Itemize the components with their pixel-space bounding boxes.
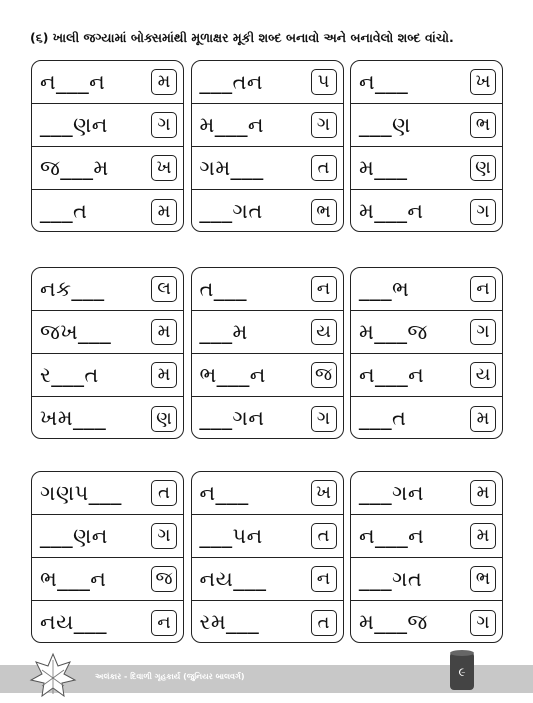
incomplete-word: મ___ન <box>199 112 264 137</box>
incomplete-word: ન___ <box>199 480 249 505</box>
word-row <box>192 601 343 644</box>
letter-box: જ <box>311 362 337 388</box>
word-row <box>32 397 183 440</box>
word-card <box>191 471 344 643</box>
word-row <box>32 472 183 515</box>
incomplete-word: નક___ <box>40 276 105 301</box>
incomplete-word: ન___ન <box>40 69 106 94</box>
word-card <box>31 267 184 439</box>
incomplete-word: ___ગન <box>199 406 265 430</box>
incomplete-word: નય___ <box>40 610 107 634</box>
incomplete-word: ___ત <box>40 199 88 223</box>
word-row <box>351 354 502 397</box>
letter-box: ખ <box>311 480 337 506</box>
word-row <box>351 61 502 104</box>
word-row <box>192 354 343 397</box>
incomplete-word: ___પન <box>199 523 263 548</box>
incomplete-word: જખ___ <box>40 319 112 344</box>
word-card <box>191 267 344 439</box>
incomplete-word: મ___જ <box>359 610 428 634</box>
word-card <box>350 267 503 439</box>
exercise-grid <box>31 60 503 232</box>
leaf-illustration-icon <box>28 650 78 700</box>
word-row <box>32 268 183 311</box>
letter-box: ભ <box>470 566 496 592</box>
word-row <box>351 268 502 311</box>
letter-box: ય <box>311 319 337 345</box>
word-card <box>350 60 503 232</box>
incomplete-word: ___મ <box>199 319 248 344</box>
incomplete-word: રમ___ <box>199 610 260 634</box>
exercise-grid <box>31 267 503 439</box>
letter-box: મ <box>151 319 177 345</box>
letter-box: ન <box>470 276 496 302</box>
incomplete-word: ___ગત <box>359 566 423 591</box>
word-row <box>192 190 343 233</box>
letter-box: જ <box>151 566 177 592</box>
letter-box: ખ <box>470 69 496 95</box>
exercise-instruction: (૬) ખાલી જગ્યામાં બોક્સમાંથી મૂળાક્ષર મૂકી શબ્દ બનાવો અને બનાવેલો શબ્દ વાંચો. <box>30 30 454 45</box>
letter-box: ન <box>311 276 337 302</box>
word-row <box>32 354 183 397</box>
word-row <box>192 147 343 190</box>
incomplete-word: ___ભ <box>359 276 410 301</box>
word-row <box>192 104 343 147</box>
word-row <box>351 558 502 601</box>
letter-box: મ <box>470 406 496 432</box>
cup-icon <box>448 648 476 692</box>
incomplete-word: ___ણન <box>40 112 108 137</box>
letter-box: ભ <box>470 112 496 138</box>
letter-box: ગ <box>470 610 496 636</box>
incomplete-word: મ___જ <box>359 319 428 344</box>
letter-box: ણ <box>151 406 177 432</box>
word-row <box>351 397 502 440</box>
incomplete-word: મ___ન <box>359 199 424 223</box>
incomplete-word: ન___ <box>359 69 409 94</box>
word-card <box>191 60 344 232</box>
word-row <box>351 190 502 233</box>
letter-box: ગ <box>151 523 177 549</box>
letter-box: ગ <box>311 406 337 432</box>
footer-text: અલંકાર - દિવાળી ગૃહકાર્ય (જુનિયર બાલવર્ગ) <box>95 672 245 681</box>
word-row <box>351 601 502 644</box>
word-card <box>31 60 184 232</box>
letter-box: ણ <box>470 155 496 181</box>
word-row <box>32 61 183 104</box>
word-row <box>351 515 502 558</box>
incomplete-word: ત___ <box>199 276 247 301</box>
word-row <box>32 147 183 190</box>
word-row <box>192 61 343 104</box>
incomplete-word: ગણપ___ <box>40 480 122 505</box>
letter-box: ય <box>470 362 496 388</box>
letter-box: ન <box>311 566 337 592</box>
word-row <box>192 472 343 515</box>
exercise-grid <box>31 471 503 643</box>
letter-box: ત <box>151 480 177 506</box>
letter-box: પ <box>311 69 337 95</box>
incomplete-word: ન___ન <box>359 362 425 387</box>
word-row <box>351 472 502 515</box>
incomplete-word: નય___ <box>199 566 267 591</box>
letter-box: ભ <box>311 199 337 225</box>
letter-box: મ <box>151 199 177 225</box>
letter-box: ગ <box>470 319 496 345</box>
letter-box: ન <box>151 610 177 636</box>
letter-box: ખ <box>151 155 177 181</box>
letter-box: ગ <box>311 112 337 138</box>
word-row <box>192 558 343 601</box>
letter-box: ત <box>311 610 337 636</box>
incomplete-word: ભ___ન <box>199 362 266 387</box>
letter-box: ગ <box>151 112 177 138</box>
incomplete-word: ન___ન <box>359 523 425 548</box>
incomplete-word: ___ણ <box>359 112 411 137</box>
incomplete-word: ___ગન <box>359 480 424 505</box>
letter-box: ત <box>311 155 337 181</box>
letter-box: ગ <box>470 199 496 225</box>
letter-box: ત <box>311 523 337 549</box>
word-row <box>192 268 343 311</box>
word-row <box>351 311 502 354</box>
incomplete-word: ર___ત <box>40 362 99 387</box>
word-row <box>32 104 183 147</box>
incomplete-word: ___ણન <box>40 523 108 548</box>
word-card <box>31 471 184 643</box>
word-row <box>351 104 502 147</box>
letter-box: લ <box>151 276 177 302</box>
incomplete-word: ___ત <box>359 406 407 430</box>
word-row <box>192 311 343 354</box>
incomplete-word: ___ગત <box>199 199 263 223</box>
incomplete-word: મ___ <box>359 155 408 180</box>
letter-box: મ <box>470 523 496 549</box>
letter-box: મ <box>151 69 177 95</box>
word-card <box>350 471 503 643</box>
word-row <box>32 311 183 354</box>
word-row <box>192 397 343 440</box>
word-row <box>32 558 183 601</box>
letter-box: મ <box>151 362 177 388</box>
word-row <box>351 147 502 190</box>
incomplete-word: ગમ___ <box>199 155 264 180</box>
incomplete-word: જ___મ <box>40 155 109 180</box>
page-number: ૯ <box>458 665 466 679</box>
incomplete-word: ખમ___ <box>40 406 107 430</box>
incomplete-word: ___તન <box>199 69 264 94</box>
letter-box: મ <box>470 480 496 506</box>
word-row <box>32 601 183 644</box>
word-row <box>32 515 183 558</box>
incomplete-word: ભ___ન <box>40 566 107 591</box>
word-row <box>192 515 343 558</box>
word-row <box>32 190 183 233</box>
